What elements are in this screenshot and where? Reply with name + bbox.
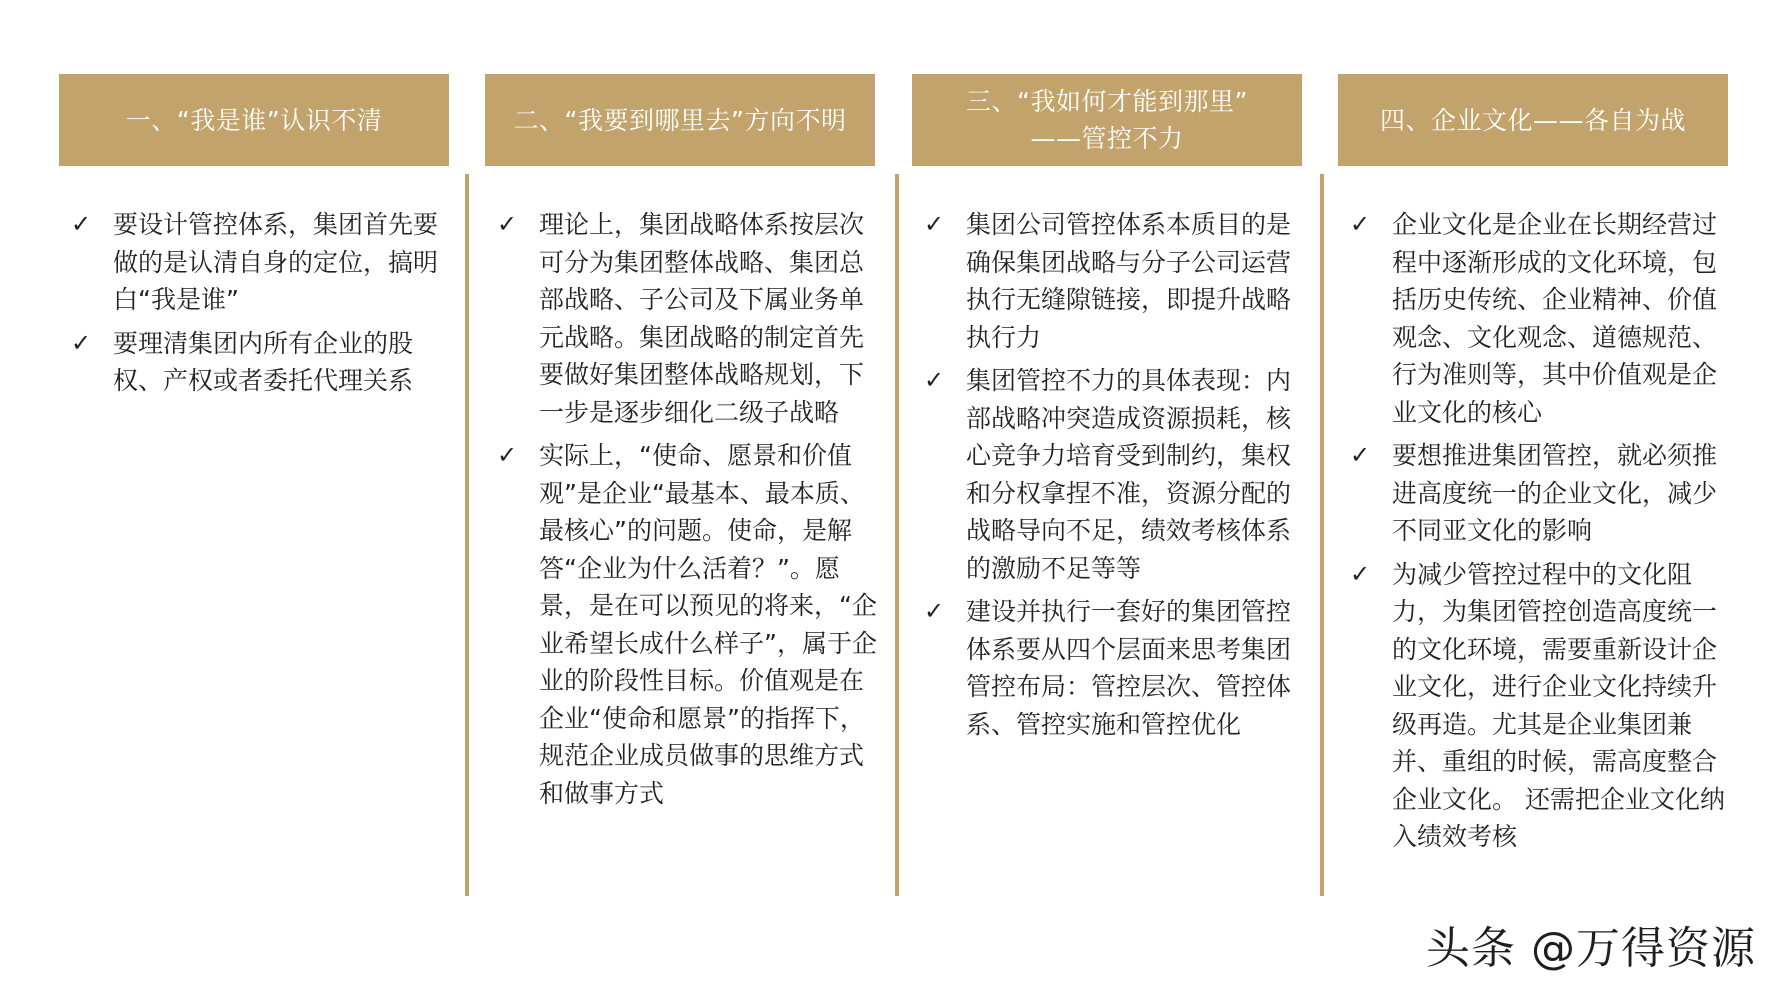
column-4-bullet-list (1338, 206, 1738, 862)
list-item-text: 集团公司管控体系本质目的是确保集团战略与分子公司运营执行无缝隙链接，即提升战略执行力 (966, 210, 1292, 352)
watermark: 头条 @万得资源 (1426, 923, 1756, 974)
column-4 (1338, 74, 1728, 896)
column-2-body (485, 174, 875, 896)
list-item (1338, 206, 1738, 431)
list-item-text: 理论上，集团战略体系按层次可分为集团整体战略、集团总部战略、子公司及下属业务单元战略。集团战略的制定首先要做好集团整体战略规划，下一步是逐步细化二级子战略 (539, 210, 865, 427)
check-icon: ✓ (924, 366, 945, 394)
check-icon: ✓ (1350, 559, 1371, 588)
column-4-body (1338, 174, 1728, 896)
column-4-divider (1320, 174, 1324, 896)
check-icon: ✓ (1350, 441, 1371, 469)
check-icon: ✓ (924, 597, 945, 625)
list-item-text: 企业文化是企业在长期经营过程中逐渐形成的文化环境，包括历史传统、企业精神、价值观念、文化观念、道德规范、行为准则等，其中价值观是企业文化的核心 (1392, 210, 1718, 427)
list-item (912, 206, 1312, 356)
check-icon: ✓ (497, 210, 518, 238)
column-3-header-line-2: ——管控不力 (1030, 124, 1184, 153)
check-icon: ✓ (71, 328, 92, 357)
list-item-text: 实际上，“使命、愿景和价值观”是企业“最基本、最本质、最核心”的问题。使命，是解答“企业为什么活着？”。愿景，是在可以预见的将来，“企业希望长成什么样子”，属于企业的阶段性目标。价值观是在企业“使命和愿景”的指挥下，规范企业成员做事的思维方式和做事方式 (539, 441, 877, 808)
column-2-header-line-1: 二、“我要到哪里去”方向不明 (513, 105, 847, 135)
list-item (485, 437, 885, 812)
list-item (59, 325, 459, 400)
check-icon: ✓ (71, 210, 92, 238)
column-3-divider (895, 174, 899, 896)
list-item (1338, 437, 1738, 550)
list-item (59, 206, 459, 319)
column-2-divider (465, 174, 469, 896)
check-icon: ✓ (924, 210, 945, 238)
column-2-bullet-list (485, 206, 885, 818)
list-item-text: 为减少管控过程中的文化阻力，为集团管控创造高度统一的文化环境，需要重新设计企业文化，进行企业文化持续升级再造。尤其是企业集团兼并、重组的时候，需高度整合企业文化。 还需把企业文化纳入绩效考核 (1392, 559, 1725, 851)
column-4-header-line-1: 四、企业文化——各自为战 (1379, 105, 1686, 135)
list-item-text: 要想推进集团管控，就必须推进高度统一的企业文化，减少不同亚文化的影响 (1392, 441, 1718, 545)
column-4-header (1338, 74, 1728, 166)
list-item-text: 要理清集团内所有企业的股权、产权或者委托代理关系 (113, 328, 414, 395)
column-2-header (485, 74, 875, 166)
column-3-header (912, 74, 1302, 166)
column-1-header (59, 74, 449, 166)
column-3-bullet-list (912, 206, 1312, 749)
list-item (1338, 556, 1738, 856)
column-1-body (59, 174, 449, 896)
check-icon: ✓ (497, 441, 518, 469)
column-1 (59, 74, 449, 896)
column-1-header-line-1: 一、“我是谁”认识不清 (125, 105, 383, 135)
list-item (912, 362, 1312, 587)
list-item-text: 建设并执行一套好的集团管控体系要从四个层面来思考集团管控布局：管控层次、管控体系、管控实施和管控优化 (966, 597, 1292, 739)
list-item-text: 集团管控不力的具体表现：内部战略冲突造成资源损耗，核心竞争力培育受到制约，集权和分权拿捏不准，资源分配的战略导向不足，绩效考核体系的激励不足等等 (966, 366, 1292, 583)
list-item (912, 593, 1312, 743)
check-icon: ✓ (1350, 210, 1371, 238)
column-2 (485, 74, 875, 896)
list-item (485, 206, 885, 431)
column-3-header-line-1: 三、“我如何才能到那里” (966, 87, 1248, 116)
column-3-body (912, 174, 1302, 896)
column-1-bullet-list (59, 206, 459, 406)
column-3 (912, 74, 1302, 896)
list-item-text: 要设计管控体系，集团首先要做的是认清自身的定位，搞明白“我是谁” (113, 210, 439, 314)
